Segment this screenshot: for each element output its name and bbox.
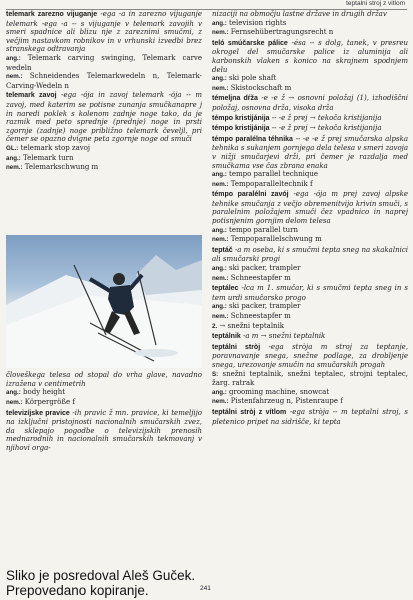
translation-language-label: ang.: — [212, 265, 227, 273]
translation-language-label: ang.: — [6, 54, 21, 62]
translation-text: television rights — [229, 18, 287, 27]
entry-headword: témpo paralélni zavój — [212, 191, 289, 199]
entry-headword: témeljna dŕža — [212, 95, 258, 103]
dictionary-entry — [212, 343, 408, 407]
translation-language-label: nem.: — [212, 313, 229, 320]
translation-language-label: ang.: — [212, 388, 227, 396]
translation-language-label: nem.: — [6, 164, 23, 172]
dictionary-entry — [212, 284, 408, 331]
entry-translation — [212, 28, 408, 38]
entry-headword: teptálni stròj — [212, 343, 261, 351]
telemark-skier-image — [6, 235, 202, 368]
translation-language-label: nem.: — [6, 399, 23, 407]
entry-definition: nizaciji na območju lastne države in drugih držav — [212, 10, 387, 18]
translation-language-label: ang.: — [212, 171, 227, 179]
entry-translation — [212, 370, 408, 388]
translation-text: Telemarkschwung m — [24, 163, 99, 172]
entry-translation — [6, 163, 202, 173]
entry-definition: -- -e -e ž prej smučarska alpska tehnika s sukanjem gornjega dela telesa v smeri zavoja v nižji smučarjevi drži, pri čemer je razdalja med smučkama vse čas zbrana enaka — [212, 134, 408, 170]
translation-language-label: S: — [212, 370, 219, 378]
dictionary-entry — [212, 94, 408, 112]
entry-headword: teptálnik — [212, 333, 241, 341]
translation-language-label: ang.: — [6, 389, 21, 397]
dictionary-entry — [6, 362, 202, 408]
translation-text: Pistenfahrzeug n, Pistenraupe f — [230, 397, 343, 406]
entry-definition: -ega -a in zarezno vijuganje telemark -ega -a -- s vijuganje v telemark zavojih v smeri spadnice ali blizu nje z zareznimi smučmi, z večjim nastavkom robnikov in v vrhunski izvedbi brez stranskega odtravanja — [6, 10, 202, 54]
entry-translation — [6, 144, 202, 154]
entry-definition: -ega stròja -- m teptalni stroj, s pletenico pripet na sidrišče, ki tepta — [212, 407, 408, 426]
footer-line-1: Sliko je posredoval Aleš Guček. — [6, 568, 196, 583]
entry-translation — [212, 312, 408, 322]
translation-text: ski packer, trampler — [229, 264, 301, 273]
entry-translation — [6, 72, 202, 90]
translation-language-label: ang.: — [212, 303, 227, 311]
dictionary-entry — [212, 135, 408, 190]
running-head: teptalni stroj z vitlom — [346, 0, 405, 7]
entry-definition: -- -e ž prej → tekoča kristijanija — [271, 124, 382, 133]
translation-text: ski packer, trampler — [229, 302, 301, 311]
translation-text: Schneestapfer m — [230, 312, 291, 320]
translation-text: Tempoparalleltechnik f — [230, 179, 313, 188]
dictionary-entry — [6, 91, 202, 172]
right-column — [212, 10, 408, 427]
translation-language-label: ang.: — [212, 226, 227, 234]
entry-definition: -ésa -- s dolg, tanek, v presreu okrogel del smučarske palice iz aluminija ali karbonskih vlaken s konico na skrajnem spodnjem delu — [212, 38, 408, 74]
entry-definition: -a m → snežni teptalnik — [243, 332, 326, 341]
translation-text: tempo parallel turn — [229, 225, 298, 234]
entry-definition: -lca m 1. smučar, ki s smučmi tepta sneg in s tem urdi smučarsko progo — [212, 284, 408, 302]
skier-photo — [6, 235, 202, 368]
dictionary-entry — [6, 409, 202, 453]
translation-language-label: GL.: — [6, 144, 19, 152]
entry-translation — [6, 54, 202, 72]
entry-headword: teptálec — [212, 285, 239, 293]
entry-headword: teptálni stròj z vítlom — [212, 408, 287, 416]
entry-headword: témpo kristijánija — [212, 114, 270, 122]
translation-text: Telemark turn — [23, 153, 74, 162]
entry-headword: televizíjske pravice — [6, 409, 70, 417]
entry-translation — [212, 19, 408, 29]
dictionary-entry — [6, 10, 202, 90]
entry-translation — [6, 398, 202, 408]
dictionary-entry — [212, 190, 408, 245]
translation-language-label: nem.: — [6, 73, 23, 81]
page-number: 241 — [200, 585, 211, 592]
entry-translation — [212, 397, 408, 407]
translation-language-label: ang.: — [212, 19, 227, 27]
translation-text: Tempoparallelschwung m — [230, 235, 322, 244]
translation-language-label: nem.: — [212, 274, 229, 282]
translation-language-label: ang.: — [212, 75, 227, 83]
dictionary-entry — [212, 246, 408, 283]
translation-text: Körpergröße f — [24, 398, 75, 407]
entry-headword: telemark zavoj — [6, 92, 57, 100]
translation-language-label: ang.: — [6, 154, 21, 162]
entry-definition: -ih pravic ž mn. pravice, ki temeljijo na izključni pristojnosti nacionalnih smučarskih zvez, da sklepajo pogodbe o televizijskih prenosih mednarodnih in nacionalnih smučarskih tekmovanj v njihovi orga- — [6, 408, 203, 452]
translation-language-label: 2. — [212, 322, 218, 330]
entry-headword: témpo kristijánija — [212, 125, 270, 133]
translation-text: tempo parallel technique — [229, 170, 319, 179]
translation-text: ski pole shaft — [229, 74, 277, 83]
translation-text: Telemark carving swinging, Telemark carve wedeln — [6, 53, 203, 72]
footer-line-2: Prepovedano kopiranje. — [6, 583, 149, 598]
translation-language-label: nem.: — [212, 398, 229, 406]
entry-translation — [212, 170, 408, 180]
dictionary-entry — [212, 332, 408, 342]
image-credit-footer — [6, 568, 195, 598]
entry-translation — [6, 154, 202, 164]
entry-headword: teló smúčarske pálice — [212, 39, 288, 47]
entry-translation — [212, 274, 408, 284]
translation-language-label: nem.: — [212, 84, 229, 92]
dictionary-entry — [212, 114, 408, 124]
entry-headword: teptáč — [212, 246, 233, 254]
entry-translation — [212, 322, 408, 332]
translation-language-label: nem.: — [212, 236, 229, 244]
translation-text: body height — [23, 388, 66, 397]
entry-definition: -ega -ója m prej zavoj alpske tehnike smučanja z večjo obremenitvijo krivin smuči, s paralelnim položajem smuči čez vpadnico in naprej potisnjenim gornjim delom telesa — [212, 190, 409, 226]
entry-translation — [212, 264, 408, 274]
entry-translation — [212, 180, 408, 190]
dictionary-entry — [212, 124, 408, 134]
entry-translation — [212, 235, 408, 245]
dictionary-entry — [212, 408, 408, 426]
entry-definition: -ega stròja m stroj za teptanje, poravnavanje snega, snežne podlage, za drobljenje snega, urezovanje smučin na smučarskih progah — [212, 342, 408, 369]
translation-text: → snežni teptalnik — [219, 321, 285, 330]
entry-translation — [6, 388, 202, 398]
entry-translation — [212, 84, 408, 94]
dictionary-entry — [212, 39, 408, 94]
translation-text: Skistockschaft m — [230, 83, 292, 92]
entry-definition: -ega -ója in zavoj telemark -ója -- m zavoj, med katerim se potisne zunanja smučkanapre j in naredi poklek s kolenom zadnje noge tako, da je razmik med peto sprednje (prednje) noge in prsti zgornje (zadnje) noge približno telemark čeveljl, pri čemer se opazno dvigne peta zgornje noge od smuči — [6, 91, 202, 144]
translation-text: snežni teptalnik, snežni teptalec, strojni teptalec, žarg. ratrak — [212, 369, 409, 388]
left-column — [6, 10, 202, 454]
entry-headword: telemark zarezno vijuganje — [6, 11, 98, 18]
translation-language-label: nem.: — [212, 29, 229, 37]
translation-text: grooming machine, snowcat — [229, 387, 330, 396]
entry-definition: -a m oseba, ki s smučmi tepta sneg na skakalnici ali smučarski progi — [212, 245, 408, 264]
translation-text: telemark stop zavoj — [20, 143, 91, 152]
entry-headword: témpo paralélna téhnika — [212, 135, 293, 143]
entry-definition: človeškega telesa od stopal do vrha glave, navadno izražena v centimetrih — [6, 371, 202, 388]
translation-text: Fernsehübertragungsrecht n — [230, 28, 334, 37]
entry-translation — [212, 388, 408, 398]
entry-translation — [212, 74, 408, 84]
translation-text: Schneestapfer m — [230, 273, 291, 282]
translation-text: Schneidendes Telemarkwedeln n, Telemark-Carving-Wedeln n — [6, 72, 202, 90]
dictionary-entry — [212, 10, 408, 38]
entry-translation — [212, 226, 408, 236]
entry-translation — [212, 302, 408, 312]
entry-definition: -- -e ž prej → tekoča kristijanija — [271, 113, 382, 122]
translation-language-label: nem.: — [212, 180, 229, 188]
entry-definition: -e -e ž → osnovni položaj (1), izhodiščni položaj, osnovna drža, visoka drža — [212, 94, 408, 112]
